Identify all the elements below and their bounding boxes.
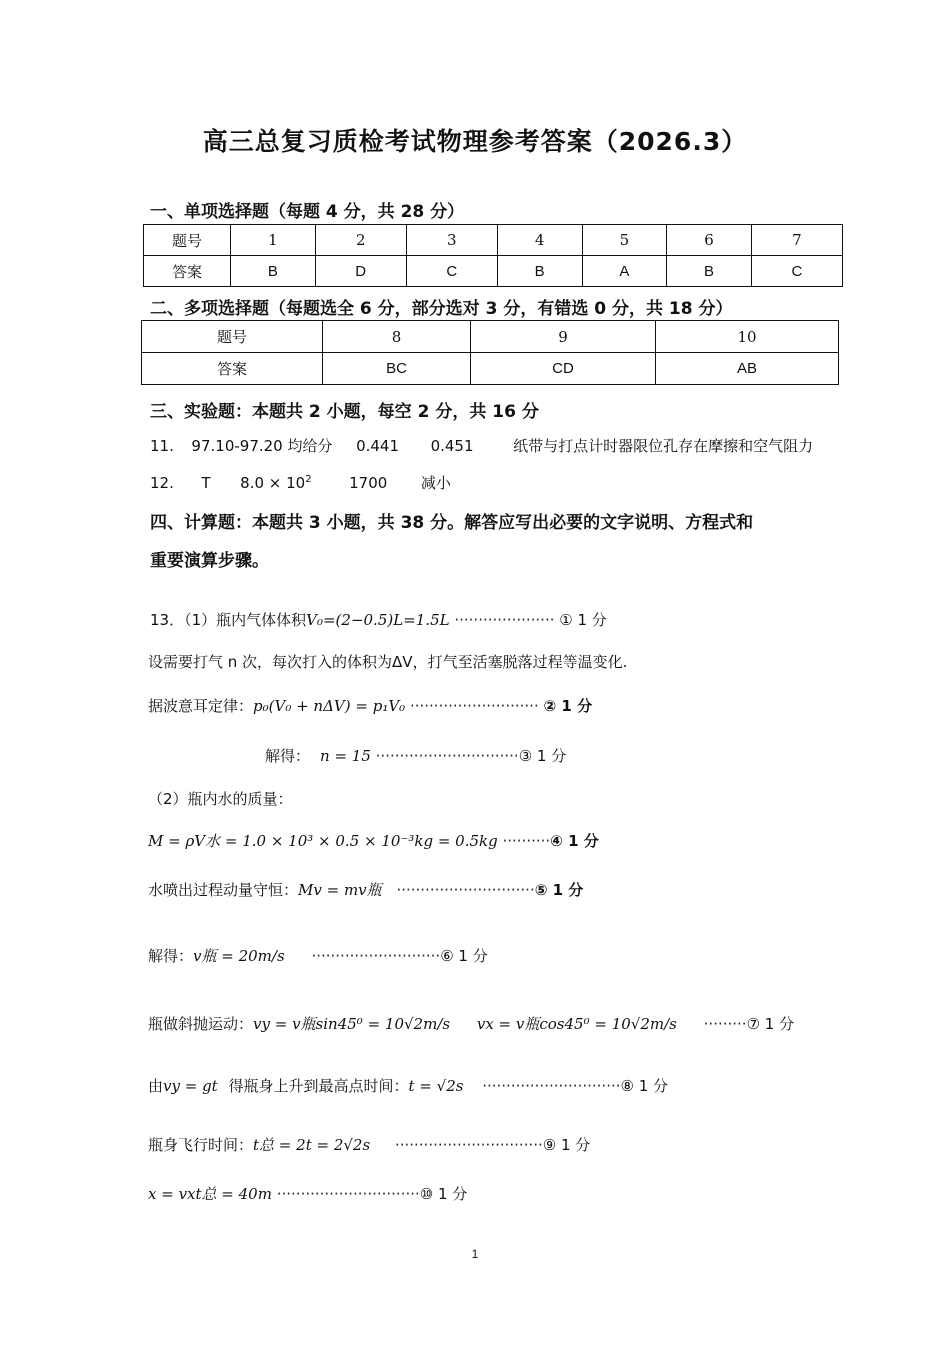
q11-answer-1: 97.10-97.20 均给分: [191, 437, 333, 455]
section2-heading: 二、多项选择题（每题选全 6 分，部分选对 3 分，有错选 0 分，共 18 分）: [150, 299, 733, 319]
answer-cell: A: [582, 256, 667, 287]
section3-heading: 三、实验题：本题共 2 小题，每空 2 分，共 16 分: [150, 402, 539, 422]
formula: v瓶 = 20m/s: [193, 947, 285, 965]
solution-line-4: 解得： n = 15 ······························③ 1 分: [265, 747, 567, 765]
score-mark: ⑩ 1 分: [419, 1185, 468, 1203]
score-mark: ⑨ 1 分: [542, 1136, 591, 1154]
score-mark: ③ 1 分: [518, 747, 567, 765]
question-number-cell: 9: [471, 321, 656, 353]
solution-line-8: 解得：v瓶 = 20m/s ···························⑥ 1 分: [148, 947, 488, 965]
table-row: [144, 225, 843, 256]
formula: vy = gt: [163, 1077, 218, 1095]
q12-number: 12.: [150, 474, 174, 492]
formula: n = 15: [320, 747, 371, 765]
question-number-cell: 5: [582, 225, 667, 256]
score-mark: ⑤ 1 分: [534, 881, 584, 899]
score-mark: ① 1 分: [559, 611, 607, 629]
solution-line-10: 由vy = gt 得瓶身上升到最高点时间：t = √2s ·····························⑧ 1 分: [148, 1077, 669, 1095]
answer-cell: C: [406, 256, 497, 287]
answer-cell: AB: [656, 353, 839, 385]
q12-answer-3: 1700: [349, 474, 388, 492]
solution-line-12: x = vxt总 = 40m ······························⑩ 1 分: [148, 1185, 468, 1203]
q11-answer-2: 0.441: [356, 437, 400, 455]
solution-line-11: 瓶身飞行时间：t总 = 2t = 2√2s ·······························⑨ 1 分: [148, 1136, 591, 1154]
q11-answer-3: 0.451: [430, 437, 474, 455]
score-mark: ⑧ 1 分: [620, 1077, 669, 1095]
question-number-cell: 4: [497, 225, 582, 256]
q11-number: 11.: [150, 437, 174, 455]
formula: Mv = mv瓶: [298, 881, 382, 899]
score-mark: ② 1 分: [543, 697, 593, 715]
page-number: 1: [471, 1247, 479, 1261]
answer-cell: B: [497, 256, 582, 287]
answer-cell: B: [231, 256, 316, 287]
question-number-cell: 8: [323, 321, 471, 353]
formula: M = ρV水 = 1.0 × 10³ × 0.5 × 10⁻³kg = 0.5kg: [148, 832, 498, 850]
q11-answer-4: 纸带与打点计时器限位孔存在摩擦和空气阻力: [513, 437, 814, 455]
answer-label-cell: 答案: [142, 353, 323, 385]
table-row: [142, 353, 839, 385]
header-label-cell: 题号: [142, 321, 323, 353]
question-number-cell: 10: [656, 321, 839, 353]
answer-cell: B: [667, 256, 752, 287]
formula: p₀(V₀ + nΔV) = p₁V₀: [253, 697, 406, 715]
section1-heading: 一、单项选择题（每题 4 分，共 28 分）: [150, 202, 465, 222]
q12-answer-line: [150, 472, 451, 493]
formula: vy = v瓶sin45⁰ = 10√2m/s: [253, 1015, 451, 1033]
question-number-cell: 1: [231, 225, 316, 256]
question-number-cell: 2: [315, 225, 406, 256]
answer-cell: CD: [471, 353, 656, 385]
page-title: 高三总复习质检考试物理参考答案（2026.3）: [202, 127, 748, 156]
solution-line-5: （2）瓶内水的质量：: [148, 790, 293, 808]
score-mark: ⑦ 1 分: [746, 1015, 795, 1033]
solution-line-1: 13．（1）瓶内气体体积V₀=(2−0.5)L=1.5L ····················· ① 1 分: [150, 611, 607, 629]
answer-cell: BC: [323, 353, 471, 385]
solution-line-9: 瓶做斜抛运动：vy = v瓶sin45⁰ = 10√2m/s vx = v瓶cos45⁰ = 10√2m/s ·········⑦ 1 分: [148, 1015, 795, 1033]
q12-answer-4: 减小: [420, 474, 451, 492]
multiple-choice-table: [141, 320, 839, 385]
formula: V₀=(2−0.5)L=1.5L: [306, 611, 450, 629]
formula: x = vxt总 = 40m: [148, 1185, 272, 1203]
section4-heading-line2: 重要演算步骤。: [150, 551, 269, 571]
score-mark: ⑥ 1 分: [440, 947, 488, 965]
single-choice-table: [143, 224, 843, 287]
answer-cell: D: [315, 256, 406, 287]
question-number-cell: 3: [406, 225, 497, 256]
solution-line-3: 据波意耳定律：p₀(V₀ + nΔV) = p₁V₀ ··························· ② 1 分: [148, 697, 593, 715]
formula: vx = v瓶cos45⁰ = 10√2m/s: [476, 1015, 677, 1033]
header-label-cell: 题号: [144, 225, 231, 256]
q12-answer-1: T: [201, 474, 211, 492]
formula: t总 = 2t = 2√2s: [253, 1136, 371, 1154]
solution-line-7: 水喷出过程动量守恒：Mv = mv瓶 ·····························⑤ 1 分: [148, 881, 584, 899]
answer-label-cell: 答案: [144, 256, 231, 287]
solution-line-6: M = ρV水 = 1.0 × 10³ × 0.5 × 10⁻³kg = 0.5kg ··········④ 1 分: [148, 832, 599, 850]
q11-answer-line: [150, 435, 813, 456]
answer-cell: C: [751, 256, 842, 287]
formula: t = √2s: [408, 1077, 464, 1095]
table-row: [142, 321, 839, 353]
q12-answer-2: $8.0 \times 10^2$: [240, 474, 312, 492]
section4-heading-line1: 四、计算题：本题共 3 小题，共 38 分。解答应写出必要的文字说明、方程式和: [150, 513, 754, 533]
question-number-cell: 7: [751, 225, 842, 256]
score-mark: ④ 1 分: [550, 832, 599, 850]
question-number-cell: 6: [667, 225, 752, 256]
table-row: [144, 256, 843, 287]
solution-line-2: 设需要打气 n 次，每次打入的体积为ΔV，打气至活塞脱落过程等温变化.: [148, 653, 628, 671]
